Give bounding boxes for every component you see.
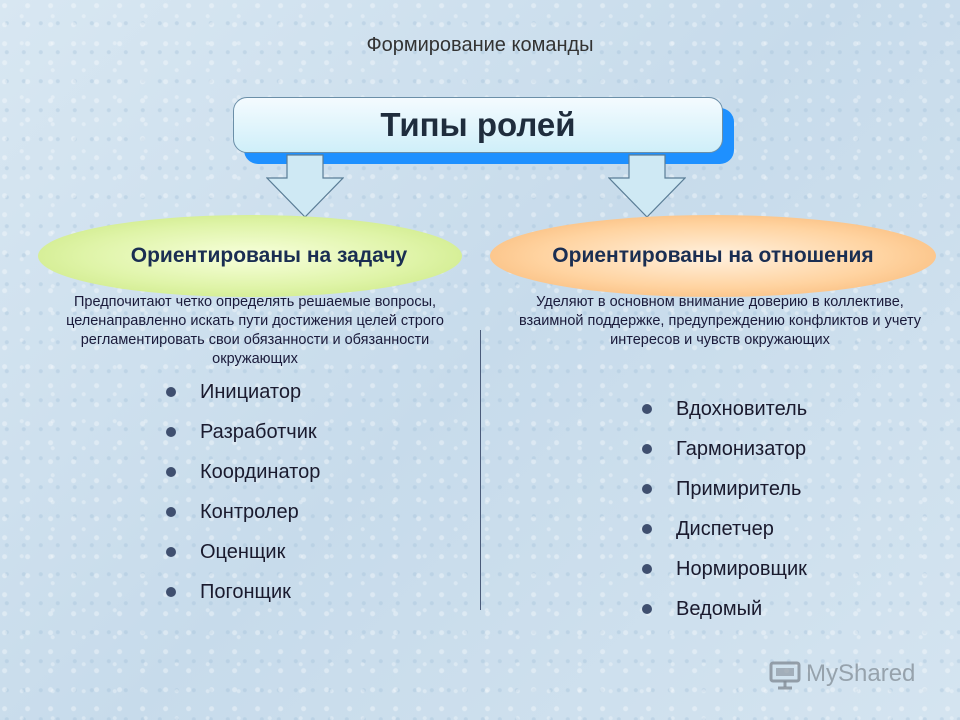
list-item: [642, 509, 807, 549]
list-item: [642, 429, 807, 469]
role-label: Примиритель: [676, 477, 802, 500]
role-label: Оценщик: [200, 540, 286, 563]
role-label: Нормировщик: [676, 557, 807, 580]
task-oriented-description: Предпочитают четко определять решаемые вопросы, целенаправленно искать пути достижения целей строго регламентировать свои обязанности и обязанности окружающих: [66, 294, 444, 367]
root-box-types-of-roles: Типы ролей: [233, 97, 723, 153]
bullet-icon: [166, 387, 176, 397]
presentation-screen-icon: [768, 657, 802, 691]
slide-title: Формирование команды: [366, 34, 594, 56]
right-down-arrow-icon: [608, 154, 686, 218]
role-label: Контролер: [200, 500, 299, 523]
list-item: [166, 452, 320, 492]
role-label: Координатор: [200, 460, 321, 483]
watermark-text: MyShared: [806, 660, 916, 687]
column-divider: [480, 330, 481, 610]
role-label: Разработчик: [200, 420, 317, 443]
relation-oriented-ellipse: [490, 215, 936, 297]
list-item: [642, 549, 807, 589]
bullet-icon: [166, 547, 176, 557]
left-down-arrow-icon: [266, 154, 344, 218]
relation-oriented-label: Ориентированы на отношения: [552, 244, 874, 267]
relation-oriented-description: Уделяют в основном внимание доверию в коллективе, взаимной поддержке, предупреждению конфликтов и учету интересов и чувств окружающих: [518, 294, 922, 348]
list-item: [166, 572, 320, 612]
role-label: Погонщик: [200, 580, 291, 603]
role-label: Диспетчер: [676, 517, 774, 540]
bullet-icon: [642, 444, 652, 454]
role-label: Инициатор: [200, 380, 302, 403]
relation-oriented-roles-list: [642, 389, 807, 629]
bullet-icon: [166, 427, 176, 437]
task-oriented-label: Ориентированы на задачу: [130, 244, 408, 267]
bullet-icon: [642, 404, 652, 414]
bullet-icon: [642, 564, 652, 574]
task-oriented-ellipse: [38, 215, 462, 297]
watermark: [768, 657, 915, 691]
role-label: Вдохновитель: [676, 397, 808, 420]
bullet-icon: [642, 604, 652, 614]
bullet-icon: [166, 587, 176, 597]
list-item: [166, 532, 320, 572]
list-item: [642, 389, 807, 429]
bullet-icon: [166, 467, 176, 477]
role-label: Гармонизатор: [676, 437, 807, 460]
bullet-icon: [642, 524, 652, 534]
bullet-icon: [642, 484, 652, 494]
list-item: [642, 589, 807, 629]
list-item: [166, 492, 320, 532]
list-item: [642, 469, 807, 509]
list-item: [166, 412, 320, 452]
task-oriented-roles-list: [166, 372, 320, 612]
list-item: [166, 372, 320, 412]
role-label: Ведомый: [676, 597, 763, 620]
bullet-icon: [166, 507, 176, 517]
